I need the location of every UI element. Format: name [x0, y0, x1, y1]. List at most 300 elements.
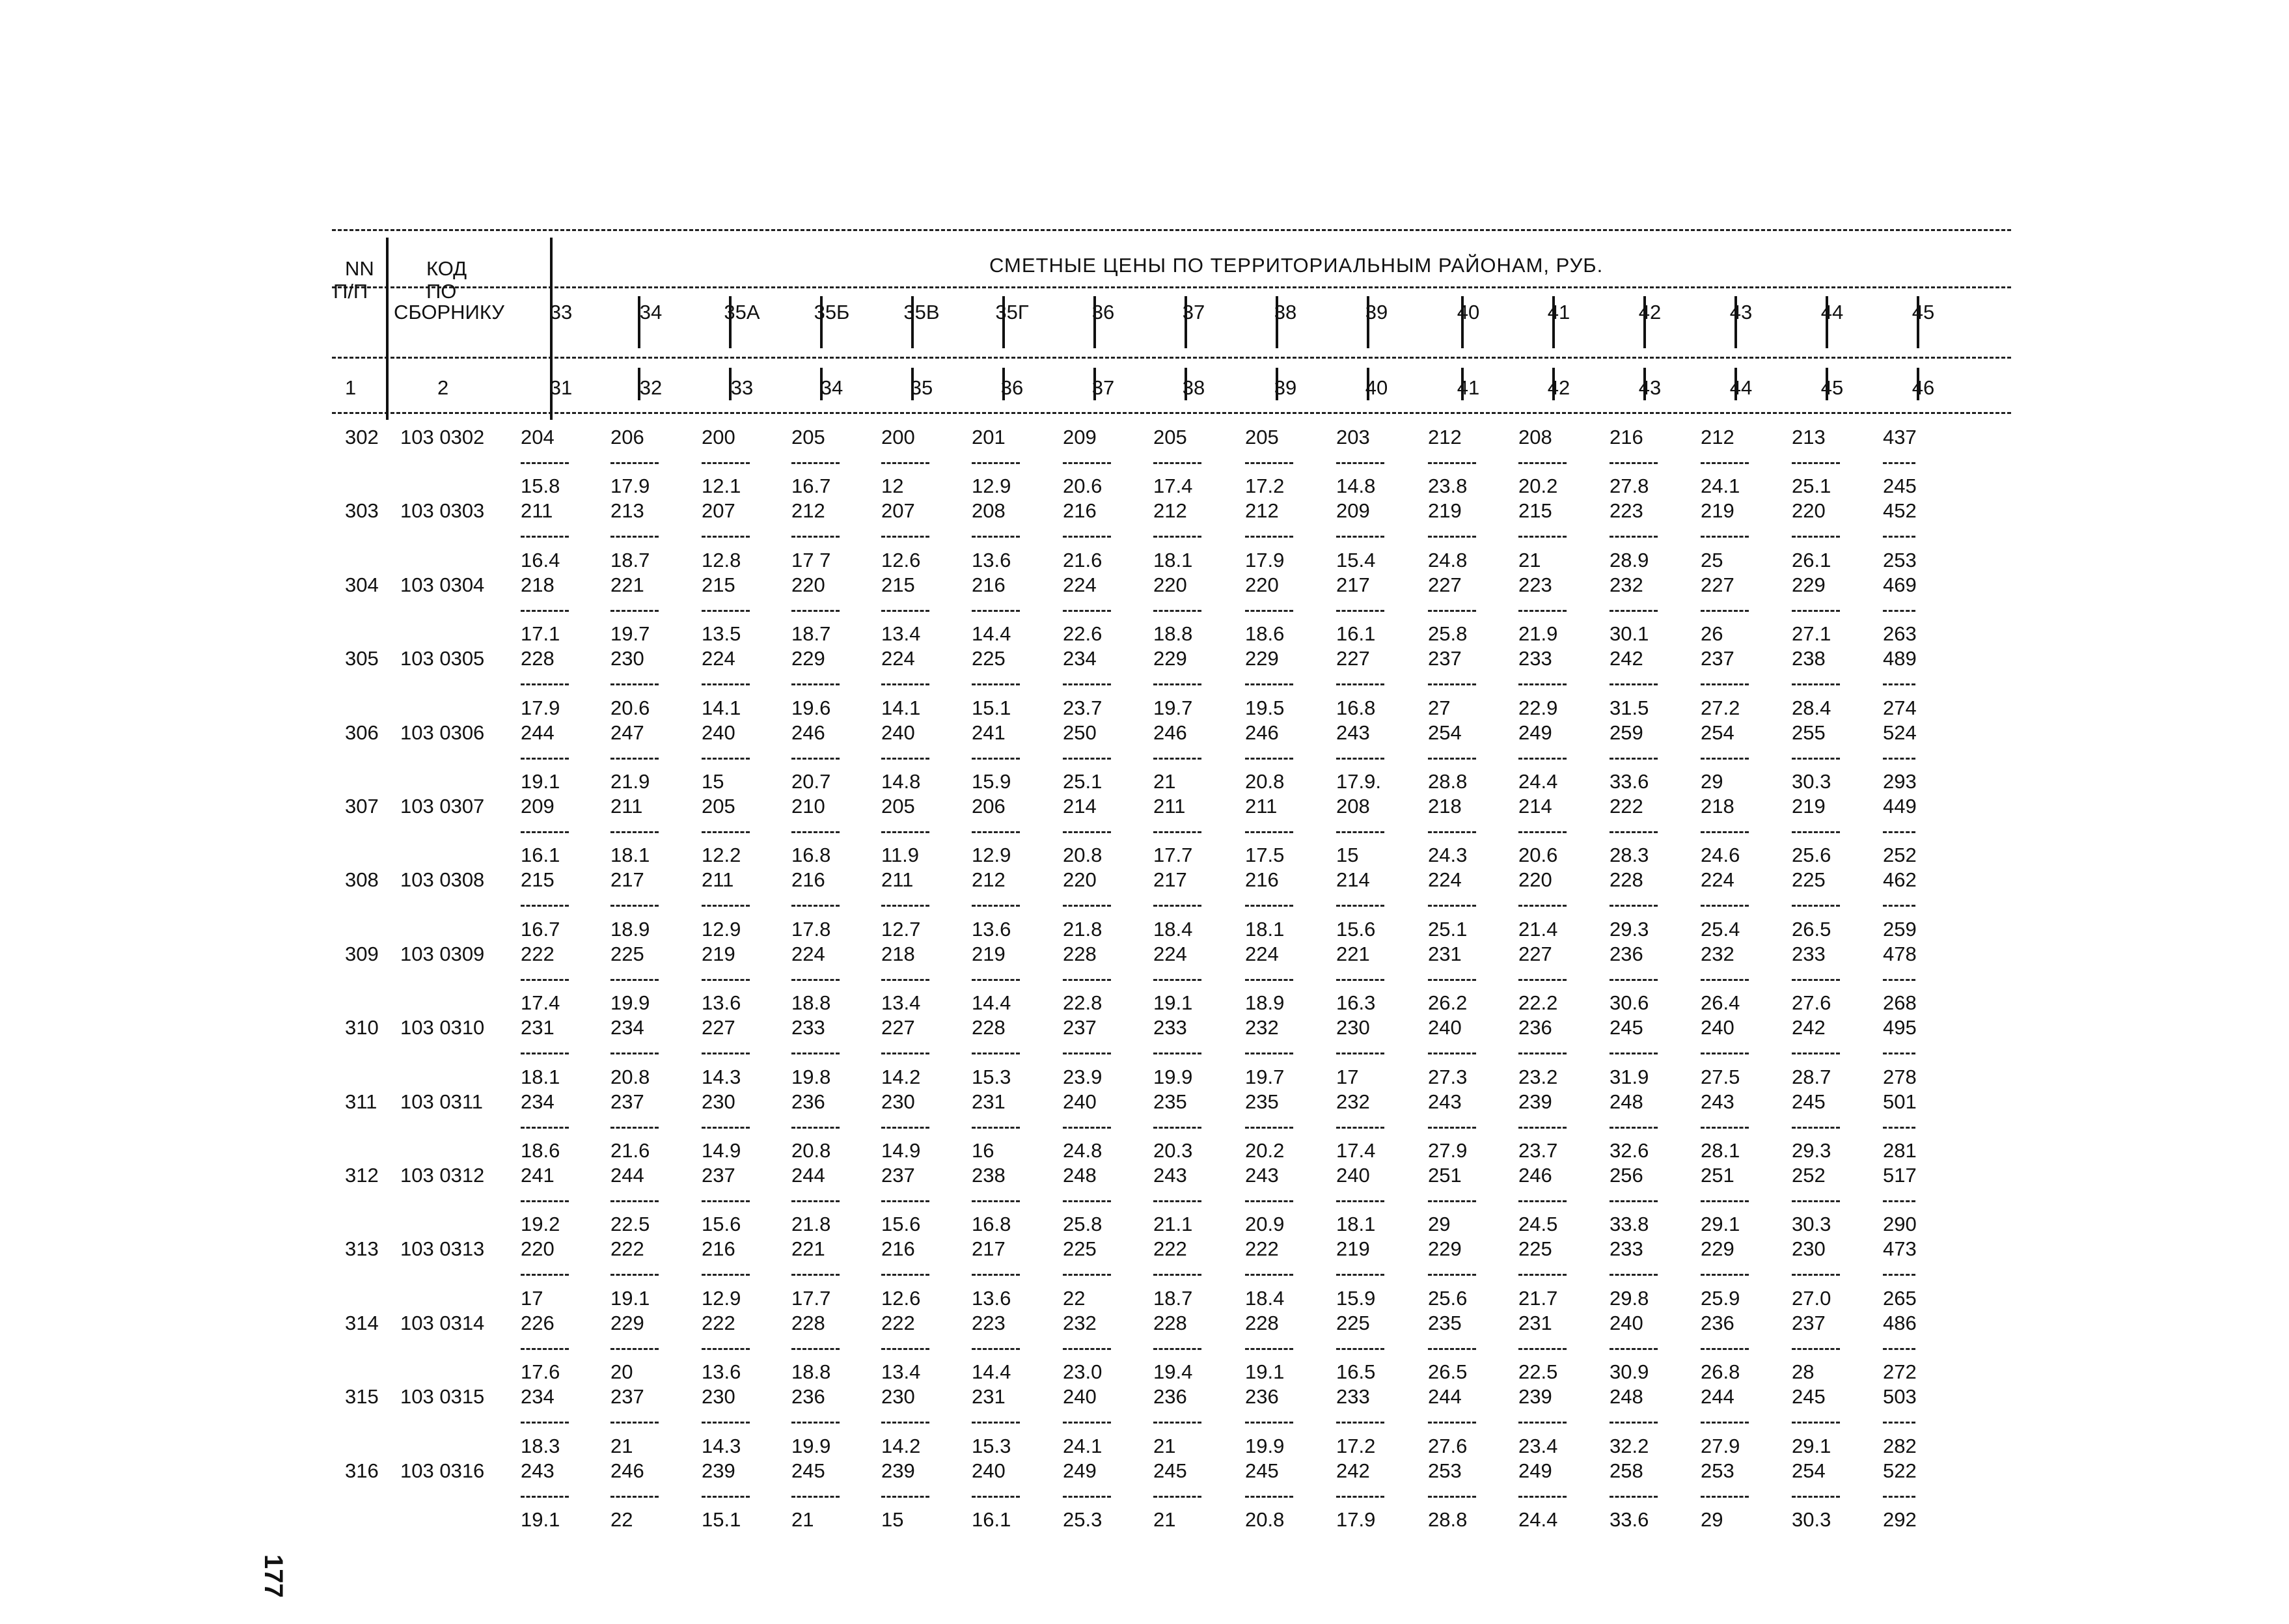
wage-value: 12.9 [972, 475, 1011, 498]
wage-value: 25 [1701, 548, 1723, 571]
fraction-line [702, 1274, 750, 1276]
wage-value: 13.4 [881, 991, 921, 1015]
fraction-line [1518, 1496, 1567, 1498]
fraction-line [610, 1422, 659, 1424]
fraction-line [1428, 1422, 1476, 1424]
table-rule-0 [332, 229, 2011, 231]
row-code: 103 0316 [400, 1459, 485, 1482]
price-value: 243 [1245, 1164, 1279, 1187]
price-value: 236 [1518, 1016, 1552, 1039]
price-value: 240 [1428, 1016, 1462, 1039]
price-value: 211 [1245, 795, 1278, 818]
price-value: 232 [1245, 1016, 1279, 1039]
wage-value: 15.3 [972, 1065, 1011, 1088]
wage-value: 26 [1701, 622, 1723, 646]
wage-value: 19.9 [1153, 1065, 1193, 1088]
price-value: 245 [1610, 1016, 1643, 1039]
price-value: 232 [1701, 942, 1734, 965]
fraction-line [1701, 462, 1749, 464]
fraction-line [881, 831, 929, 833]
fraction-line [610, 1496, 659, 1498]
fraction-line [1518, 1200, 1567, 1202]
fraction-line [702, 1200, 750, 1202]
wage-value: 17.5 [1245, 844, 1285, 867]
price-value: 208 [1518, 426, 1552, 448]
price-value: 228 [1153, 1311, 1187, 1334]
fraction-line [881, 1422, 929, 1424]
wage-value: 23.4 [1518, 1434, 1558, 1457]
fraction-line [1245, 1053, 1293, 1054]
wage-value: 15.4 [1336, 548, 1376, 571]
wage-value: 15.6 [881, 1213, 921, 1236]
column-number: 42 [1547, 376, 1570, 399]
wage-value: 14.1 [881, 696, 921, 719]
wage-value: 28.7 [1792, 1065, 1831, 1088]
price-value: 240 [702, 721, 735, 744]
wage-value: 20.8 [1063, 844, 1103, 867]
wage-value: 21 [1153, 1508, 1176, 1531]
header-region: 43 [1729, 301, 1753, 323]
fraction-line [1153, 1127, 1201, 1129]
fraction-line [1883, 905, 1915, 907]
row-code: 103 0313 [400, 1237, 485, 1261]
fraction-line [702, 1053, 750, 1054]
price-value: 217 [1153, 868, 1187, 892]
wage-value: 18.1 [1245, 917, 1285, 941]
price-value: 224 [702, 647, 735, 670]
wage-value: 14.1 [702, 696, 741, 719]
wage-value: 20.2 [1518, 475, 1558, 498]
price-value: 449 [1883, 795, 1917, 818]
fraction-line [1336, 979, 1384, 981]
price-value: 218 [881, 942, 915, 965]
fraction-line [1063, 683, 1111, 685]
price-value: 217 [972, 1237, 1006, 1261]
wage-value: 20.8 [610, 1065, 650, 1088]
header-region: 35Б [814, 301, 850, 323]
price-value: 220 [1245, 573, 1279, 596]
fraction-line [1792, 683, 1840, 685]
price-value: 230 [702, 1385, 735, 1409]
wage-value: 24.8 [1428, 548, 1468, 571]
row-number: 306 [345, 721, 379, 744]
wage-value: 21.9 [1518, 622, 1558, 646]
price-value: 246 [610, 1459, 644, 1482]
price-value: 235 [1245, 1090, 1279, 1113]
price-value: 240 [1701, 1016, 1734, 1039]
fraction-line [702, 683, 750, 685]
price-value: 228 [1063, 942, 1097, 965]
wage-value: 20 [610, 1360, 633, 1384]
wage-value: 25.3 [1063, 1508, 1103, 1531]
price-value: 245 [1153, 1459, 1187, 1482]
fraction-line [521, 1053, 569, 1054]
wage-value: 16.1 [972, 1508, 1011, 1531]
fraction-line [521, 758, 569, 760]
wage-value: 22.9 [1518, 696, 1558, 719]
fraction-line [1610, 610, 1658, 612]
wage-value: 27.8 [1610, 475, 1649, 498]
price-value: 238 [972, 1164, 1006, 1187]
wage-value: 29.8 [1610, 1286, 1649, 1310]
fraction-line [1610, 1127, 1658, 1129]
row-code: 103 0307 [400, 795, 485, 818]
fraction-line [972, 758, 1020, 760]
price-value: 232 [1610, 573, 1643, 596]
fraction-line [1245, 1127, 1293, 1129]
price-value: 225 [610, 942, 644, 965]
price-value: 228 [521, 647, 555, 670]
price-value: 243 [1428, 1090, 1462, 1113]
fraction-line [1428, 758, 1476, 760]
fraction-line [1883, 1348, 1915, 1350]
fraction-line [1792, 1200, 1840, 1202]
header-region: 33 [549, 301, 573, 323]
price-value: 462 [1883, 868, 1917, 892]
price-value: 246 [1153, 721, 1187, 744]
row-number: 314 [345, 1311, 379, 1334]
header-region: 42 [1638, 301, 1662, 323]
wage-value: 15.1 [702, 1508, 741, 1531]
row-number: 316 [345, 1459, 379, 1482]
wage-value: 14.8 [1336, 475, 1376, 498]
wage-value: 29 [1701, 1508, 1723, 1531]
wage-value: 30.3 [1792, 1213, 1831, 1236]
wage-value: 259 [1883, 917, 1917, 941]
fraction-line [610, 979, 659, 981]
fraction-line [610, 1274, 659, 1276]
wage-value: 290 [1883, 1213, 1917, 1236]
price-value: 218 [1428, 795, 1462, 818]
fraction-line [1518, 1053, 1567, 1054]
price-value: 250 [1063, 721, 1097, 744]
fraction-line [1792, 1127, 1840, 1129]
price-value: 231 [521, 1016, 555, 1039]
fraction-line [1610, 1422, 1658, 1424]
wage-value: 15.1 [972, 696, 1011, 719]
column-number: 41 [1457, 376, 1480, 399]
fraction-line [881, 979, 929, 981]
fraction-line [1153, 1200, 1201, 1202]
column-number: 45 [1820, 376, 1844, 399]
price-value: 204 [521, 426, 555, 448]
fraction-line [610, 462, 659, 464]
fraction-line [702, 536, 750, 538]
price-value: 214 [1063, 795, 1097, 818]
wage-value: 25.1 [1792, 475, 1831, 498]
fraction-line [791, 1200, 840, 1202]
fraction-line [1153, 1422, 1201, 1424]
fraction-line [702, 1348, 750, 1350]
fraction-line [610, 1053, 659, 1054]
price-value: 230 [1792, 1237, 1826, 1261]
wage-value: 23.9 [1063, 1065, 1103, 1088]
fraction-line [1153, 683, 1201, 685]
wage-value: 25.9 [1701, 1286, 1740, 1310]
table-rule-1 [332, 286, 2011, 288]
column-number: 39 [1274, 376, 1297, 399]
fraction-line [1610, 979, 1658, 981]
fraction-line [702, 462, 750, 464]
wage-value: 17.4 [1336, 1139, 1376, 1162]
wage-value: 24.4 [1518, 1508, 1558, 1531]
price-value: 239 [1518, 1090, 1552, 1113]
wage-value: 30.3 [1792, 770, 1831, 793]
price-value: 220 [521, 1237, 555, 1261]
wage-value: 21.4 [1518, 917, 1558, 941]
price-value: 200 [881, 426, 915, 448]
wage-value: 13.6 [972, 917, 1011, 941]
wage-value: 21 [1518, 548, 1541, 571]
row-code: 103 0302 [400, 426, 485, 448]
wage-value: 12 [881, 475, 904, 498]
fraction-line [610, 610, 659, 612]
price-value: 210 [791, 795, 825, 818]
wage-value: 13.6 [702, 1360, 741, 1384]
fraction-line [1153, 1053, 1201, 1054]
wage-value: 14.8 [881, 770, 921, 793]
wage-value: 25.8 [1063, 1213, 1103, 1236]
price-value: 235 [1428, 1311, 1462, 1334]
price-value: 216 [702, 1237, 735, 1261]
fraction-line [1518, 536, 1567, 538]
wage-value: 253 [1883, 548, 1917, 571]
wage-value: 23.2 [1518, 1065, 1558, 1088]
price-value: 220 [791, 573, 825, 596]
price-value: 244 [610, 1164, 644, 1187]
wage-value: 12.8 [702, 548, 741, 571]
wage-value: 21.7 [1518, 1286, 1558, 1310]
price-value: 216 [972, 573, 1006, 596]
price-value: 217 [610, 868, 644, 892]
price-value: 245 [1245, 1459, 1279, 1482]
price-value: 233 [791, 1016, 825, 1039]
fraction-line [1063, 979, 1111, 981]
fraction-line [610, 1348, 659, 1350]
fraction-line [1518, 758, 1567, 760]
wage-value: 19.7 [1153, 696, 1193, 719]
fraction-line [1883, 1053, 1915, 1054]
fraction-line [1883, 758, 1915, 760]
price-value: 501 [1883, 1090, 1917, 1113]
price-value: 259 [1610, 721, 1643, 744]
fraction-line [1063, 831, 1111, 833]
fraction-line [1792, 1348, 1840, 1350]
price-value: 243 [521, 1459, 555, 1482]
price-value: 205 [881, 795, 915, 818]
row-code: 103 0310 [400, 1016, 485, 1039]
price-value: 222 [1610, 795, 1643, 818]
wage-value: 16.1 [1336, 622, 1376, 646]
header-region: 35А [724, 301, 760, 323]
header-region: 41 [1547, 301, 1570, 323]
wage-value: 19.1 [1245, 1360, 1285, 1384]
fraction-line [791, 1422, 840, 1424]
fraction-line [1610, 1274, 1658, 1276]
wage-value: 14.4 [972, 1360, 1011, 1384]
price-value: 229 [1428, 1237, 1462, 1261]
price-value: 234 [521, 1385, 555, 1409]
price-value: 211 [702, 868, 734, 892]
fraction-line [1063, 1274, 1111, 1276]
fraction-line [1610, 683, 1658, 685]
header-pp: П/П [333, 280, 368, 303]
wage-value: 19.4 [1153, 1360, 1193, 1384]
wage-value: 24.8 [1063, 1139, 1103, 1162]
price-value: 239 [881, 1459, 915, 1482]
column-number: 37 [1091, 376, 1115, 399]
fraction-line [1336, 1127, 1384, 1129]
wage-value: 28.9 [1610, 548, 1649, 571]
price-value: 503 [1883, 1385, 1917, 1409]
price-value: 229 [1792, 573, 1826, 596]
fraction-line [1245, 1496, 1293, 1498]
fraction-line [1610, 1348, 1658, 1350]
fraction-line [1518, 683, 1567, 685]
price-value: 229 [1245, 647, 1279, 670]
price-value: 218 [1701, 795, 1734, 818]
wage-value: 18.6 [521, 1139, 560, 1162]
fraction-line [1336, 1053, 1384, 1054]
wage-value: 12.9 [702, 917, 741, 941]
wage-value: 16.8 [972, 1213, 1011, 1236]
row-number: 305 [345, 647, 379, 670]
fraction-line [972, 1496, 1020, 1498]
wage-value: 18.4 [1245, 1286, 1285, 1310]
price-value: 231 [972, 1090, 1006, 1113]
price-value: 240 [1610, 1311, 1643, 1334]
fraction-line [1336, 1348, 1384, 1350]
row-code: 103 0304 [400, 573, 485, 596]
wage-value: 13.6 [972, 548, 1011, 571]
price-value: 254 [1428, 721, 1462, 744]
fraction-line [791, 1274, 840, 1276]
wage-value: 27.9 [1428, 1139, 1468, 1162]
header-title: СМЕТНЫЕ ЦЕНЫ ПО ТЕРРИТОРИАЛЬНЫМ РАЙОНАМ, РУБ. [989, 254, 1604, 277]
wage-value: 14.9 [881, 1139, 921, 1162]
row-code: 103 0306 [400, 721, 485, 744]
fraction-line [1336, 462, 1384, 464]
fraction-line [972, 979, 1020, 981]
price-value: 233 [1792, 942, 1826, 965]
fraction-line [521, 831, 569, 833]
wage-value: 12.2 [702, 844, 741, 867]
wage-value: 16.1 [521, 844, 560, 867]
fraction-line [1610, 1496, 1658, 1498]
row-number: 304 [345, 573, 379, 596]
wage-value: 19.7 [1245, 1065, 1285, 1088]
wage-value: 17.4 [1153, 475, 1193, 498]
price-value: 256 [1610, 1164, 1643, 1187]
wage-value: 14.4 [972, 622, 1011, 646]
row-code: 103 0303 [400, 499, 485, 523]
wage-value: 27.2 [1701, 696, 1740, 719]
column-number: 1 [345, 376, 357, 399]
wage-value: 29 [1428, 1213, 1451, 1236]
wage-value: 26.1 [1792, 548, 1831, 571]
fraction-line [1610, 462, 1658, 464]
wage-value: 24.5 [1518, 1213, 1558, 1236]
fraction-line [972, 1127, 1020, 1129]
wage-value: 16 [972, 1139, 994, 1162]
price-value: 216 [1245, 868, 1279, 892]
fraction-line [1245, 979, 1293, 981]
column-number: 46 [1912, 376, 1935, 399]
wage-value: 30.9 [1610, 1360, 1649, 1384]
price-value: 237 [1792, 1311, 1826, 1334]
wage-value: 33.8 [1610, 1213, 1649, 1236]
fraction-line [1153, 758, 1201, 760]
fraction-line [1063, 610, 1111, 612]
column-number: 43 [1638, 376, 1662, 399]
wage-value: 28.8 [1428, 770, 1468, 793]
price-value: 224 [1153, 942, 1187, 965]
fraction-line [881, 905, 929, 907]
wage-value: 20.8 [1245, 1508, 1285, 1531]
fraction-line [791, 979, 840, 981]
fraction-line [1701, 758, 1749, 760]
fraction-line [610, 758, 659, 760]
price-value: 227 [702, 1016, 735, 1039]
price-value: 211 [1153, 795, 1186, 818]
price-value: 495 [1883, 1016, 1917, 1039]
header-region: 35Г [995, 301, 1029, 323]
wage-value: 15.9 [972, 770, 1011, 793]
wage-value: 25.6 [1792, 844, 1831, 867]
price-value: 216 [1610, 426, 1643, 448]
wage-value: 27.3 [1428, 1065, 1468, 1088]
price-value: 469 [1883, 573, 1917, 596]
price-value: 237 [1428, 647, 1462, 670]
price-value: 230 [702, 1090, 735, 1113]
fraction-line [1518, 610, 1567, 612]
fraction-line [1701, 683, 1749, 685]
wage-value: 17.7 [1153, 844, 1193, 867]
wage-value: 23.7 [1518, 1139, 1558, 1162]
price-value: 228 [1610, 868, 1643, 892]
fraction-line [1063, 905, 1111, 907]
wage-value: 14.4 [972, 991, 1011, 1015]
price-value: 212 [972, 868, 1006, 892]
fraction-line [972, 683, 1020, 685]
price-value: 219 [1336, 1237, 1370, 1261]
wage-value: 26.4 [1701, 991, 1740, 1015]
header-region: 38 [1274, 301, 1297, 323]
price-value: 229 [1701, 1237, 1734, 1261]
wage-value: 18.1 [610, 844, 650, 867]
price-value: 219 [972, 942, 1006, 965]
fraction-line [1518, 1127, 1567, 1129]
header-region: 36 [1091, 301, 1115, 323]
price-value: 240 [881, 721, 915, 744]
price-value: 219 [1428, 499, 1462, 523]
wage-value: 12.1 [702, 475, 741, 498]
price-value: 486 [1883, 1311, 1917, 1334]
row-code: 103 0305 [400, 647, 485, 670]
price-value: 205 [702, 795, 735, 818]
wage-value: 12.6 [881, 1286, 921, 1310]
wage-value: 14.3 [702, 1065, 741, 1088]
header-bar-num-code [386, 368, 389, 400]
wage-value: 12.6 [881, 548, 921, 571]
fraction-line [972, 1422, 1020, 1424]
price-value: 224 [1428, 868, 1462, 892]
wage-value: 25.8 [1428, 622, 1468, 646]
wage-value: 281 [1883, 1139, 1917, 1162]
fraction-line [521, 683, 569, 685]
fraction-line [1792, 462, 1840, 464]
wage-value: 24.6 [1701, 844, 1740, 867]
